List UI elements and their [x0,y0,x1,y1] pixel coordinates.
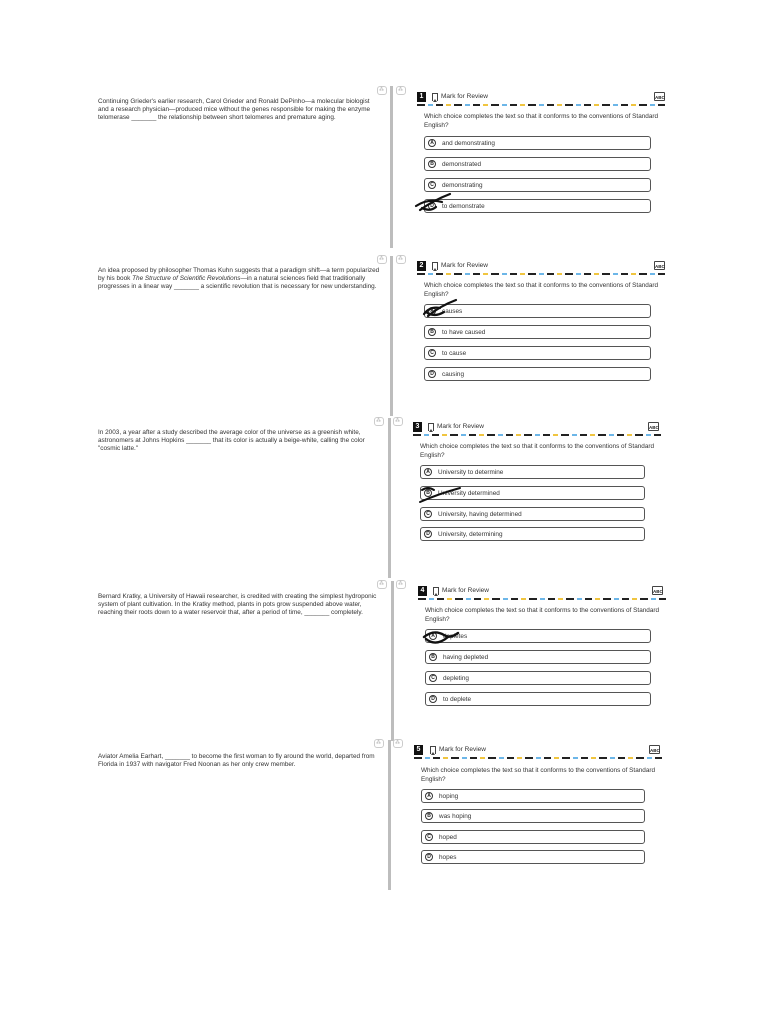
choice-letter-badge: B [424,489,432,497]
question-number: 1 [417,92,426,102]
bookmark-icon[interactable] [428,423,434,431]
choice-letter-badge: C [425,833,433,841]
question-prompt: Which choice completes the text so that it conforms to the conventions of Standard English? [420,443,655,459]
choice-letter-badge: B [425,812,433,820]
toolbar [374,417,412,426]
choice-d[interactable] [424,367,651,381]
choice-letter-badge: C [428,349,436,357]
choice-text: to have caused [442,329,486,336]
choice-letter-badge: C [428,181,436,189]
choice-c[interactable] [424,178,651,192]
mark-for-review-label[interactable]: Mark for Review [441,93,488,100]
tool-b-icon[interactable]: ⁂ [398,256,404,262]
choice-text: University to determine [438,469,504,476]
toolbar [374,739,412,748]
progress-dashes [414,757,662,759]
choice-text: hopes [439,854,457,861]
pane-divider[interactable] [388,418,391,578]
choice-text: to deplete [443,696,472,703]
choice-text: to cause [442,350,467,357]
tool-a-icon[interactable]: ⁂ [379,256,385,262]
tool-a-icon[interactable]: ⁂ [379,581,385,587]
pane-divider[interactable] [388,740,391,890]
choice-text: University determined [438,490,500,497]
passage: Aviator Amelia Earhart, _______ to become the first woman to fly around the world, departed from Florida in 1937 with navigator Fred Noonan as her only crew member. [98,753,375,769]
choice-text: University, having determined [438,511,522,518]
toolbar [377,580,415,589]
choice-a[interactable] [421,789,645,803]
choice-c[interactable] [424,346,651,360]
question-prompt: Which choice completes the text so that it conforms to the conventions of Standard English? [424,282,659,298]
choice-letter-badge: A [429,632,437,640]
abc-eliminator-icon[interactable]: ABC [654,92,665,101]
choice-text: demonstrating [442,182,483,189]
choice-letter-badge: D [429,695,437,703]
choice-a[interactable] [424,304,651,318]
choice-d[interactable] [420,527,645,541]
choice-letter-badge: D [428,370,436,378]
tool-b-icon[interactable]: ⁂ [395,418,401,424]
choice-d[interactable] [425,692,651,706]
abc-eliminator-icon[interactable]: ABC [654,261,665,270]
choice-text: hoped [439,834,457,841]
choice-text: hoping [439,793,459,800]
progress-dashes [418,598,666,600]
choice-letter-badge: D [428,202,436,210]
abc-eliminator-icon[interactable]: ABC [649,745,660,754]
choice-d[interactable] [424,199,651,213]
tool-b-icon[interactable]: ⁂ [398,87,404,93]
choice-letter-badge: A [425,792,433,800]
progress-dashes [417,273,665,275]
passage-part: An idea proposed by philosopher Thomas Kuhn suggests that a paradigm shift—a term popularized by his book [98,267,380,283]
passage: Continuing Grieder's earlier research, Carol Grieder and Ronald DePinho—a molecular biologist and a research physician—produced mice without the genes responsible for making the enzyme telomerase _______ the relationship between short telomeres and premature aging. [98,98,371,122]
choice-text: depletes [443,633,468,640]
tool-a-icon[interactable]: ⁂ [376,418,382,424]
choice-a[interactable] [420,465,645,479]
passage-part: —in a natural sciences field that traditionally progresses in a linear way _______ a scientific revolution that is necessary for new understanding. [98,275,377,291]
tool-a-icon[interactable]: ⁂ [379,87,385,93]
choice-text: demonstrated [442,161,482,168]
bookmark-icon[interactable] [430,746,436,754]
choice-b[interactable] [425,650,651,664]
mark-for-review-label[interactable]: Mark for Review [437,423,484,430]
choice-letter-badge: D [424,530,432,538]
choice-letter-badge: A [424,468,432,476]
tool-b-icon[interactable]: ⁂ [398,581,404,587]
choice-letter-badge: D [425,853,433,861]
choice-text: causes [442,308,463,315]
question-prompt: Which choice completes the text so that it conforms to the conventions of Standard English? [424,113,659,129]
choice-b[interactable] [420,486,645,500]
question-prompt: Which choice completes the text so that it conforms to the conventions of Standard English? [421,767,656,783]
progress-dashes [413,434,661,436]
question-number: 4 [418,586,427,596]
bookmark-icon[interactable] [432,262,438,270]
choice-c[interactable] [420,507,645,521]
choice-letter-badge: B [428,328,436,336]
question-prompt: Which choice completes the text so that it conforms to the conventions of Standard English? [425,607,660,623]
bookmark-icon[interactable] [433,587,439,595]
question-number: 5 [414,745,423,755]
abc-eliminator-icon[interactable]: ABC [648,422,659,431]
tool-a-icon[interactable]: ⁂ [376,740,382,746]
choice-text: causing [442,371,465,378]
pane-divider[interactable] [390,256,393,416]
passage [98,267,380,291]
choice-letter-badge: A [428,139,436,147]
mark-for-review-label[interactable]: Mark for Review [441,262,488,269]
choice-text: was hoping [439,813,472,820]
choice-a[interactable] [425,629,651,643]
choice-letter-badge: B [428,160,436,168]
mark-for-review-label[interactable]: Mark for Review [442,587,489,594]
passage: Bernard Kratky, a University of Hawaii researcher, is credited with creating the simplest hydroponic system of plant cultivation. In the Kratky method, plants in pots grow suspended above water, reaching their roots down to a water reservoir that, after a period of time, _______ completely. [98,593,377,617]
choice-letter-badge: C [424,510,432,518]
abc-eliminator-icon[interactable]: ABC [652,586,663,595]
question-number: 2 [417,261,426,271]
tool-b-icon[interactable]: ⁂ [395,740,401,746]
choice-b[interactable] [424,325,651,339]
book-title: The Structure of Scientific Revolutions [132,275,241,283]
choice-c[interactable] [421,830,645,844]
passage: In 2003, a year after a study described the average color of the universe as a greenish white, astronomers at Johns Hopkins _______ that its color is actually a beige-white, calling the color "cosmic latte." [98,429,365,453]
mark-for-review-label[interactable]: Mark for Review [439,746,486,753]
choice-letter-badge: C [429,674,437,682]
question-number: 3 [413,422,422,432]
choice-b[interactable] [421,809,645,823]
choice-text: and demonstrating [442,140,495,147]
choice-text: University, determining [438,531,503,538]
choice-text: to demonstrate [442,203,485,210]
choice-letter-badge: A [428,307,436,315]
toolbar [377,255,415,264]
pane-divider[interactable] [391,581,394,741]
choice-text: having depleted [443,654,489,661]
choice-letter-badge: B [429,653,437,661]
choice-d[interactable] [421,850,645,864]
choice-c[interactable] [425,671,651,685]
choice-text: depleting [443,675,469,682]
